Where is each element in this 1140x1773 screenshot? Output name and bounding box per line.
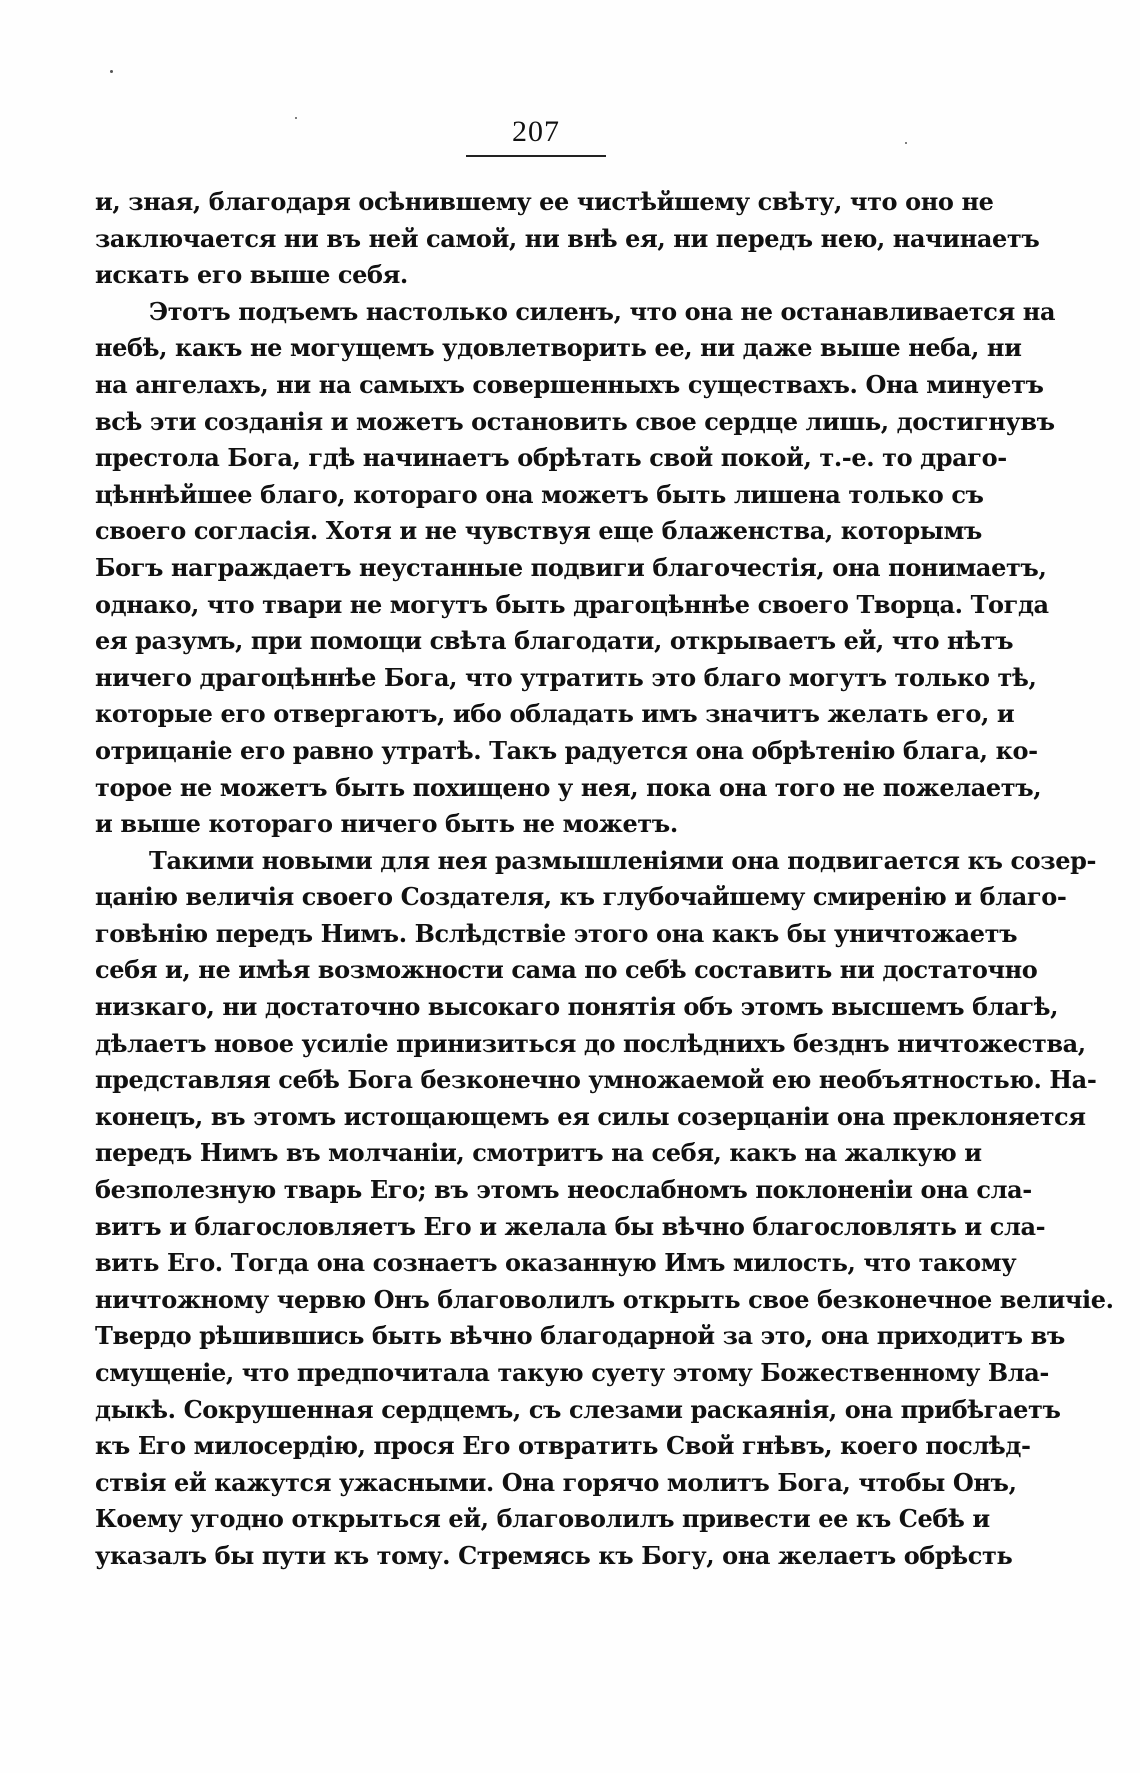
text-line: говѣнію передъ Нимъ. Вслѣдствіе этого она какъ бы уничтожаетъ — [95, 918, 1018, 948]
text-line: вить Его. Тогда она сознаетъ оказанную Имъ милость, что такому — [95, 1248, 1017, 1278]
text-line: Твердо рѣшившись быть вѣчно благодарной за это, она приходитъ въ — [95, 1321, 1065, 1351]
text-line: передъ Нимъ въ молчаніи, смотритъ на себя, какъ на жалкую и — [95, 1138, 982, 1168]
body-text — [95, 184, 1114, 1575]
text-line: ничего драгоцѣннѣе Бога, что утратить это благо могутъ только тѣ, — [95, 662, 1037, 692]
text-line: себя и, не имѣя возможности сама по себѣ составить ни достаточно — [95, 955, 1038, 985]
text-line: престола Бога, гдѣ начинаетъ обрѣтать свой покой, т.-е. то драго- — [95, 443, 1007, 473]
text-line: искать его выше себя. — [95, 260, 408, 290]
text-line: и выше котораго ничего быть не можетъ. — [95, 809, 678, 839]
text-line: дыкѣ. Сокрушенная сердцемъ, съ слезами раскаянія, она прибѣгаетъ — [95, 1394, 1061, 1424]
text-line: цанію величія своего Создателя, къ глубочайшему смиренію и благо- — [95, 882, 1067, 912]
text-line: витъ и благословляетъ Его и желала бы вѣчно благословлять и сла- — [95, 1211, 1046, 1241]
text-line: дѣлаетъ новое усиліе принизиться до послѣднихъ безднъ ничтожества, — [95, 1028, 1086, 1058]
text-line: отрицаніе его равно утратѣ. Такъ радуется она обрѣтенію блага, ко- — [95, 735, 1038, 765]
text-line: конецъ, въ этомъ истощающемъ ея силы созерцаніи она преклоняется — [95, 1101, 1086, 1131]
page-number-rule — [466, 155, 606, 157]
print-speck — [295, 117, 297, 119]
text-line: торое не можетъ быть похищено у нея, пока она того не пожелаетъ, — [95, 772, 1042, 802]
text-line: къ Его милосердію, прося Его отвратить Свой гнѣвъ, коего послѣд- — [95, 1431, 1031, 1461]
text-line: своего согласія. Хотя и не чувствуя еще блаженства, которымъ — [95, 516, 982, 546]
text-line: Коему угодно открыться ей, благоволилъ привести ее къ Себѣ и — [95, 1504, 990, 1534]
text-line: всѣ эти созданія и можетъ остановить свое сердце лишь, достигнувъ — [95, 406, 1055, 436]
text-line: Такими новыми для нея размышленіями она подвигается къ созер- — [149, 845, 1097, 875]
print-speck — [110, 70, 113, 73]
text-line: представляя себѣ Бога безконечно умножаемой ею необъятностью. На- — [95, 1065, 1097, 1095]
print-speck — [905, 142, 907, 144]
text-line: на ангелахъ, ни на самыхъ совершенныхъ существахъ. Она минуетъ — [95, 369, 1044, 399]
text-line: Богъ награждаетъ неустанные подвиги благочестія, она понимаетъ, — [95, 552, 1047, 582]
text-line: ея разумъ, при помощи свѣта благодати, открываетъ ей, что нѣтъ — [95, 626, 1014, 656]
text-line: смущеніе, что предпочитала такую суету этому Божественному Вла- — [95, 1358, 1049, 1387]
text-line: небѣ, какъ не могущемъ удовлетворить ее, ни даже выше неба, ни — [95, 333, 1022, 363]
text-line: ствія ей кажутся ужасными. Она горячо молитъ Бога, чтобы Онъ, — [95, 1467, 1017, 1497]
text-line: которые его отвергаютъ, ибо обладать имъ значитъ желать его, и — [95, 699, 1015, 729]
text-line: указалъ бы пути къ тому. Стремясь къ Богу, она желаетъ обрѣсть — [95, 1540, 1013, 1570]
text-line: безполезную тварь Его; въ этомъ неослабномъ поклоненіи она сла- — [95, 1175, 1032, 1205]
text-line: Этотъ подъемъ настолько силенъ, что она не останавливается на — [149, 296, 1056, 326]
text-line: однако, что твари не могутъ быть драгоцѣннѣе своего Творца. Тогда — [95, 589, 1049, 619]
text-line: цѣннѣйшее благо, котораго она можетъ быть лишена только съ — [95, 479, 984, 509]
text-line: низкаго, ни достаточно высокаго понятія объ этомъ высшемъ благѣ, — [95, 992, 1059, 1022]
text-line: и, зная, благодаря осѣнившему ее чистѣйшему свѣту, что оно не — [95, 187, 994, 216]
page-number: 207 — [512, 115, 560, 148]
text-line: заключается ни въ ней самой, ни внѣ ея, ни передъ нею, начинаетъ — [95, 223, 1040, 253]
text-line: ничтожному червю Онъ благоволилъ открыть свое безконечное величіе. — [95, 1284, 1114, 1314]
